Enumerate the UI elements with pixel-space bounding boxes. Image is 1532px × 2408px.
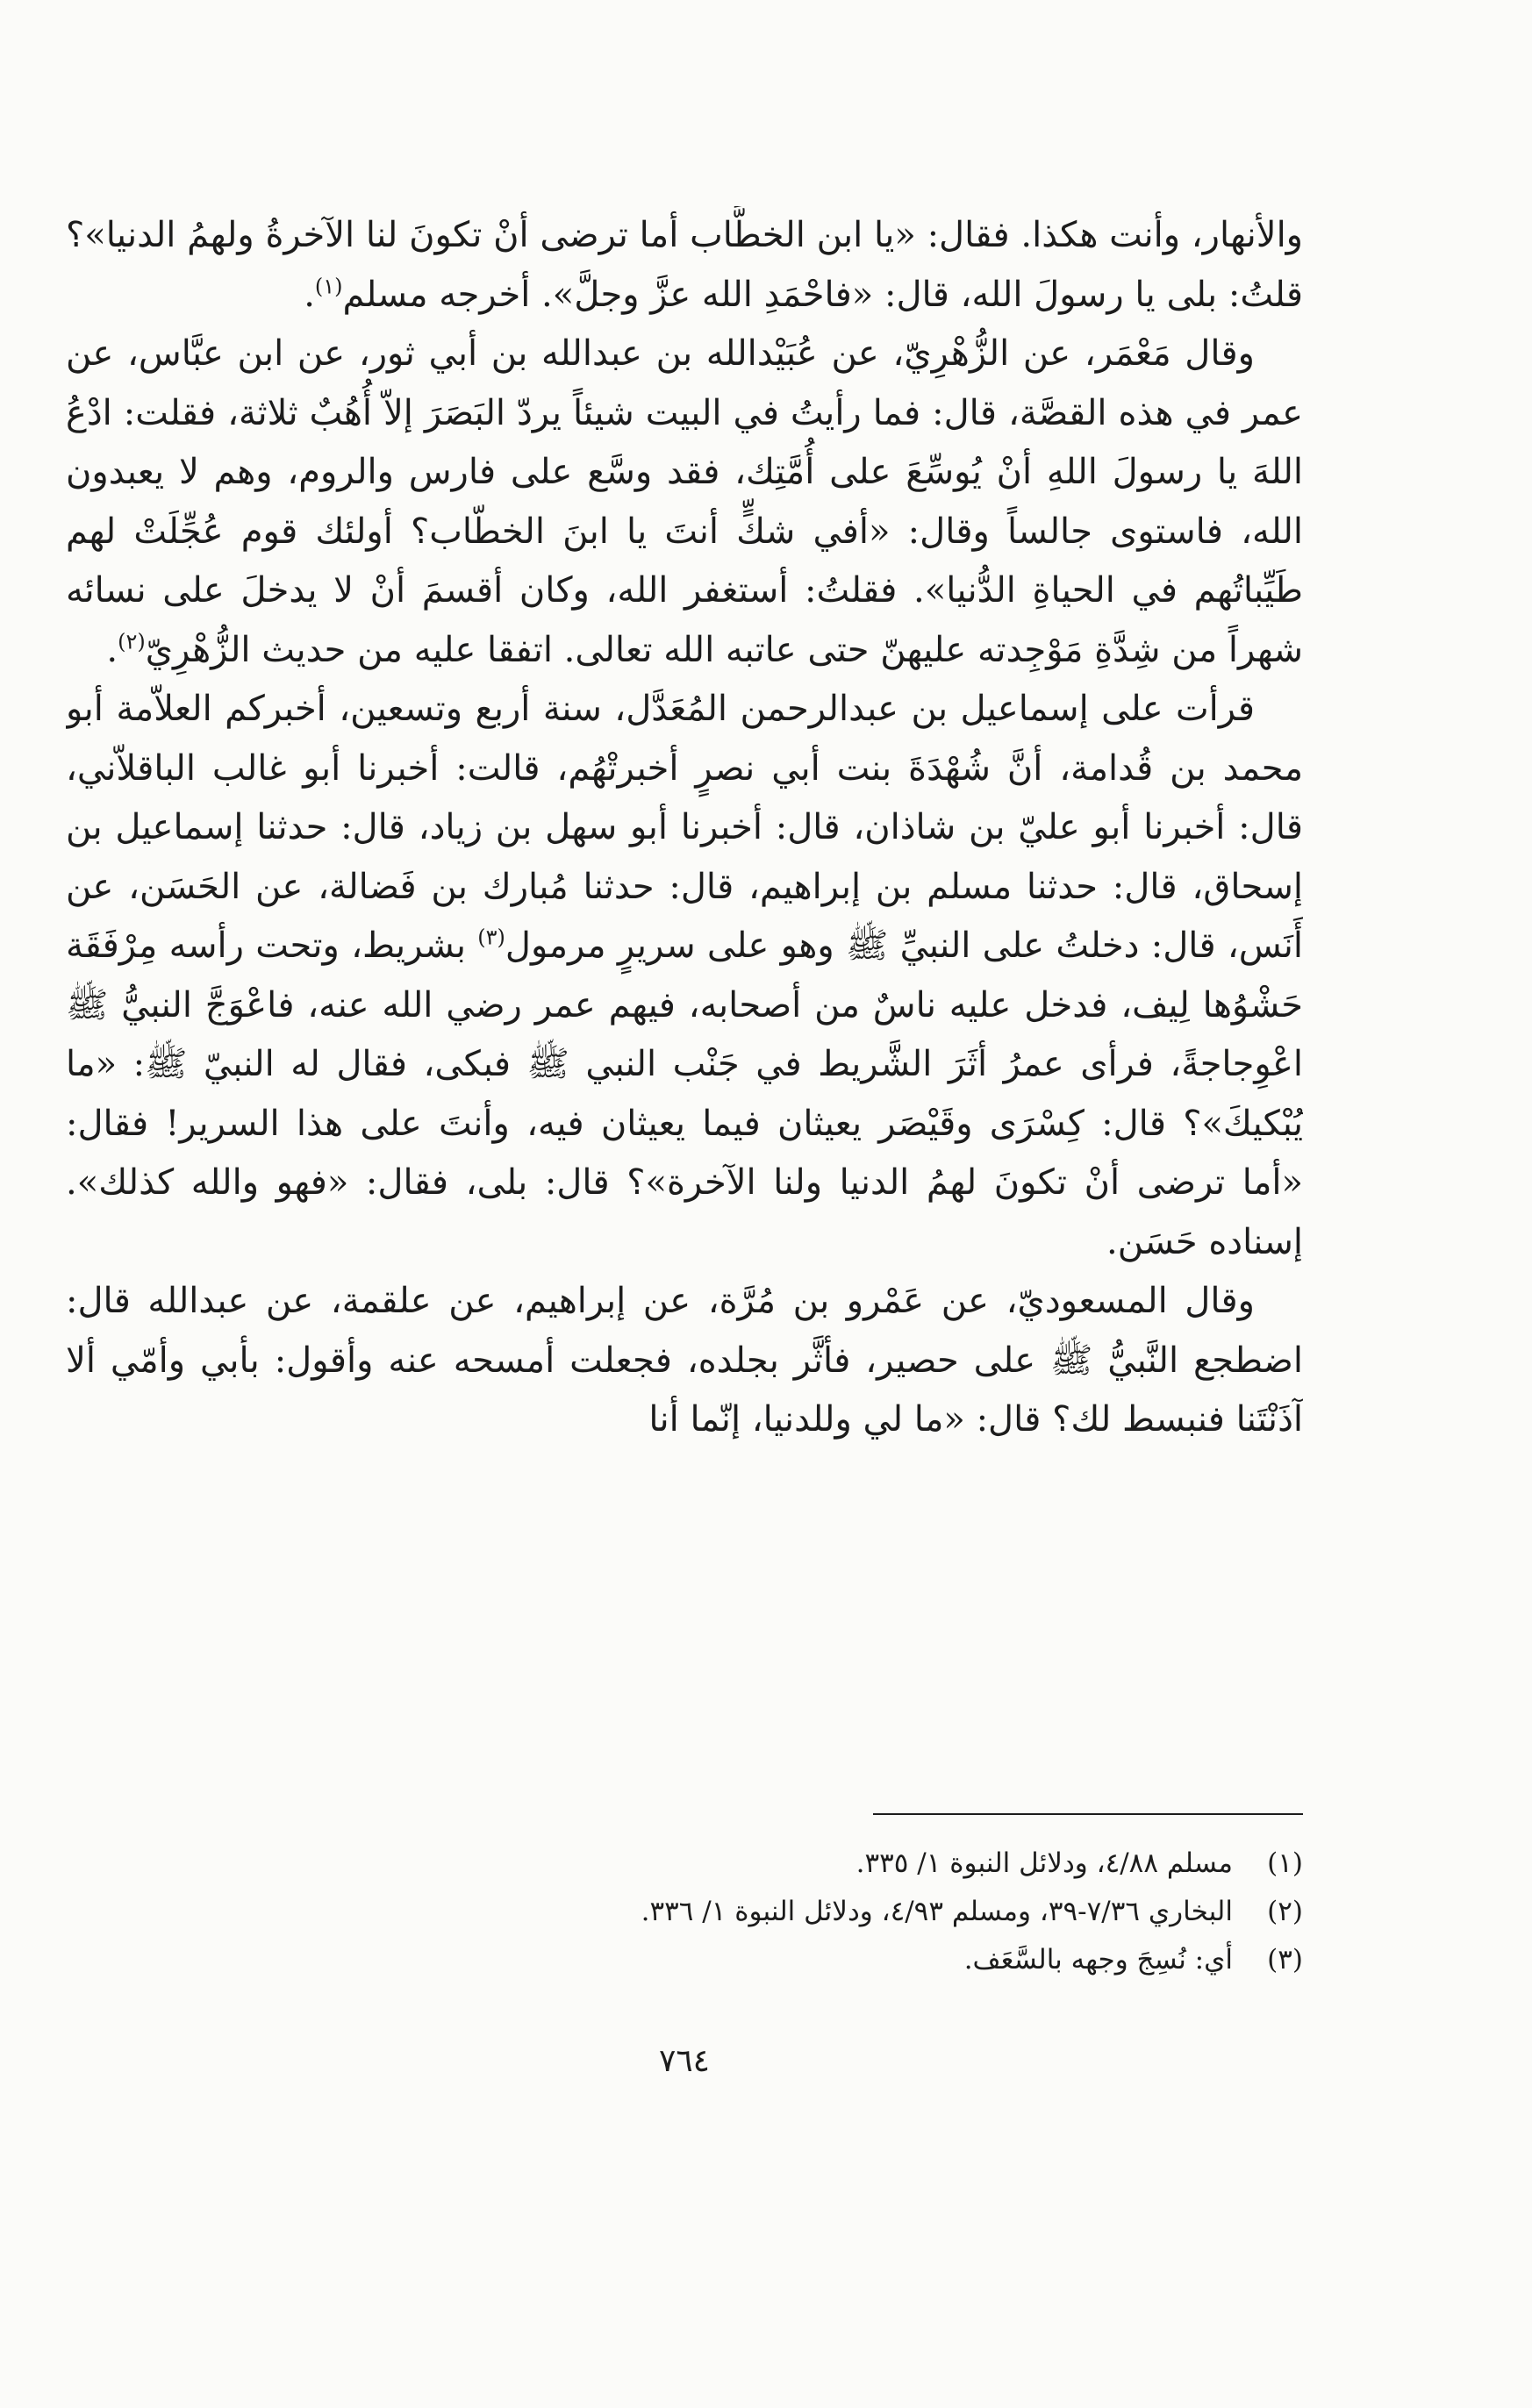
footnote-2 [66,1888,1303,1936]
footnotes [66,1840,1303,1984]
book-page [66,206,1303,2355]
footnote-text: البخاري ٧/٣٦-٣٩، ومسلم ٤/٩٣، ودلائل النبوة ١/ ٣٣٦. [641,1896,1233,1927]
footnote-3 [66,1936,1303,1984]
paragraph-2: وقال مَعْمَر، عن الزُّهْرِيّ، عن عُبَيْدالله بن عبدالله بن أبي ثور، عن ابن عبَّاس، عن عمر في هذه القصَّة، قال: فما رأيتُ في البيت شيئاً يردّ البَصَرَ إلاّ أُهُبٌ ثلاثة، فقلت: ادْعُ اللهَ يا رسولَ اللهِ أنْ يُوسِّعَ على أُمَّتِك، فقد وسَّع على فارس والروم، وهم لا يعبدون الله، فاستوى جالساً وقال: «أفي شكٍّ أنتَ يا ابنَ الخطّاب؟ أولئك قوم عُجِّلَتْ لهم طَيِّباتُهم في الحياةِ الدُّنيا». فقلتُ: أستغفر الله، وكان أقسمَ أنْ لا يدخلَ على نسائه شهراً من شِدَّةِ مَوْجِدته عليهنّ حتى عاتبه الله تعالى. اتفقا عليه من حديث الزُّهْرِيّ$^{(٢)}$. [66,333,1303,670]
body-text [66,206,1303,1794]
footnote-ref-3: (٣) [477,925,505,950]
footnote-number: (٢) [1267,1896,1303,1927]
footnote-number: (٣) [1267,1944,1303,1976]
page-number: ٧٦٤ [658,2043,710,2079]
footnote-divider [873,1813,1303,1815]
footnote-ref-1: (١) [314,274,343,299]
footnote-text: مسلم ٤/٨٨، ودلائل النبوة ١/ ٣٣٥. [855,1847,1233,1879]
footnote-1 [66,1840,1303,1888]
footnote-number: (١) [1267,1847,1303,1879]
paragraph-1: والأنهار، وأنت هكذا. فقال: «يا ابن الخطَّاب أما ترضى أنْ تكونَ لنا الآخرةُ ولهمُ الدنيا»؟ قلتُ: بلى يا رسولَ الله، قال: «فاحْمَدِ الله عزَّ وجلَّ». أخرجه مسلم$^{(١)}$. [66,215,1303,315]
paragraph-3: قرأت على إسماعيل بن عبدالرحمن المُعَدَّل، سنة أربع وتسعين، أخبركم العلاّمة أبو محمد بن قُدامة، أنَّ شُهْدَةَ بنت أبي نصرٍ أخبرتْهُم، قالت: أخبرنا أبو غالب الباقلاّني، قال: أخبرنا أبو عليّ بن شاذان، قال: أخبرنا أبو سهل بن زياد، قال: حدثنا إسماعيل بن إسحاق، قال: حدثنا مسلم بن إبراهيم، قال: حدثنا مُبارك بن فَضالة، عن الحَسَن، عن أَنَس، قال: دخلتُ على النبيِّ ﷺ وهو على سريرٍ مرمول$^{(٣)}$ بشريط، وتحت رأسه مِرْفَقَة حَشْوُها لِيف، فدخل عليه ناسٌ من أصحابه، فيهم عمر رضي الله عنه، فاعْوَجَّ النبيُّ ﷺ اعْوِجاجةً، فرأى عمرُ أثَرَ الشَّريط في جَنْب النبي ﷺ فبكى، فقال له النبيّ ﷺ: «ما يُبْكيكَ»؟ قال: كِسْرَى وقَيْصَر يعيثان فيما يعيثان فيه، وأنتَ على هذا السرير! فقال: «أما ترضى أنْ تكونَ لهمُ الدنيا ولنا الآخرة»؟ قال: بلى، فقال: «فهو والله كذلك». إسناده حَسَن. [66,689,1303,1262]
footnote-text: أي: نُسِجَ وجهه بالسَّعَف. [963,1944,1233,1976]
footnote-ref-2: (٢) [118,629,146,654]
paragraph-4: وقال المسعوديّ، عن عَمْرو بن مُرَّة، عن إبراهيم، عن علقمة، عن عبدالله قال: اضطجع النَّبيُّ ﷺ على حصير، فأثَّر بجلده، فجعلت أمسحه عنه وأقول: بأبي وأمّي ألا آذَنْتَنا فنبسط لك؟ قال: «ما لي وللدنيا، إنّما أنا [66,1281,1303,1440]
